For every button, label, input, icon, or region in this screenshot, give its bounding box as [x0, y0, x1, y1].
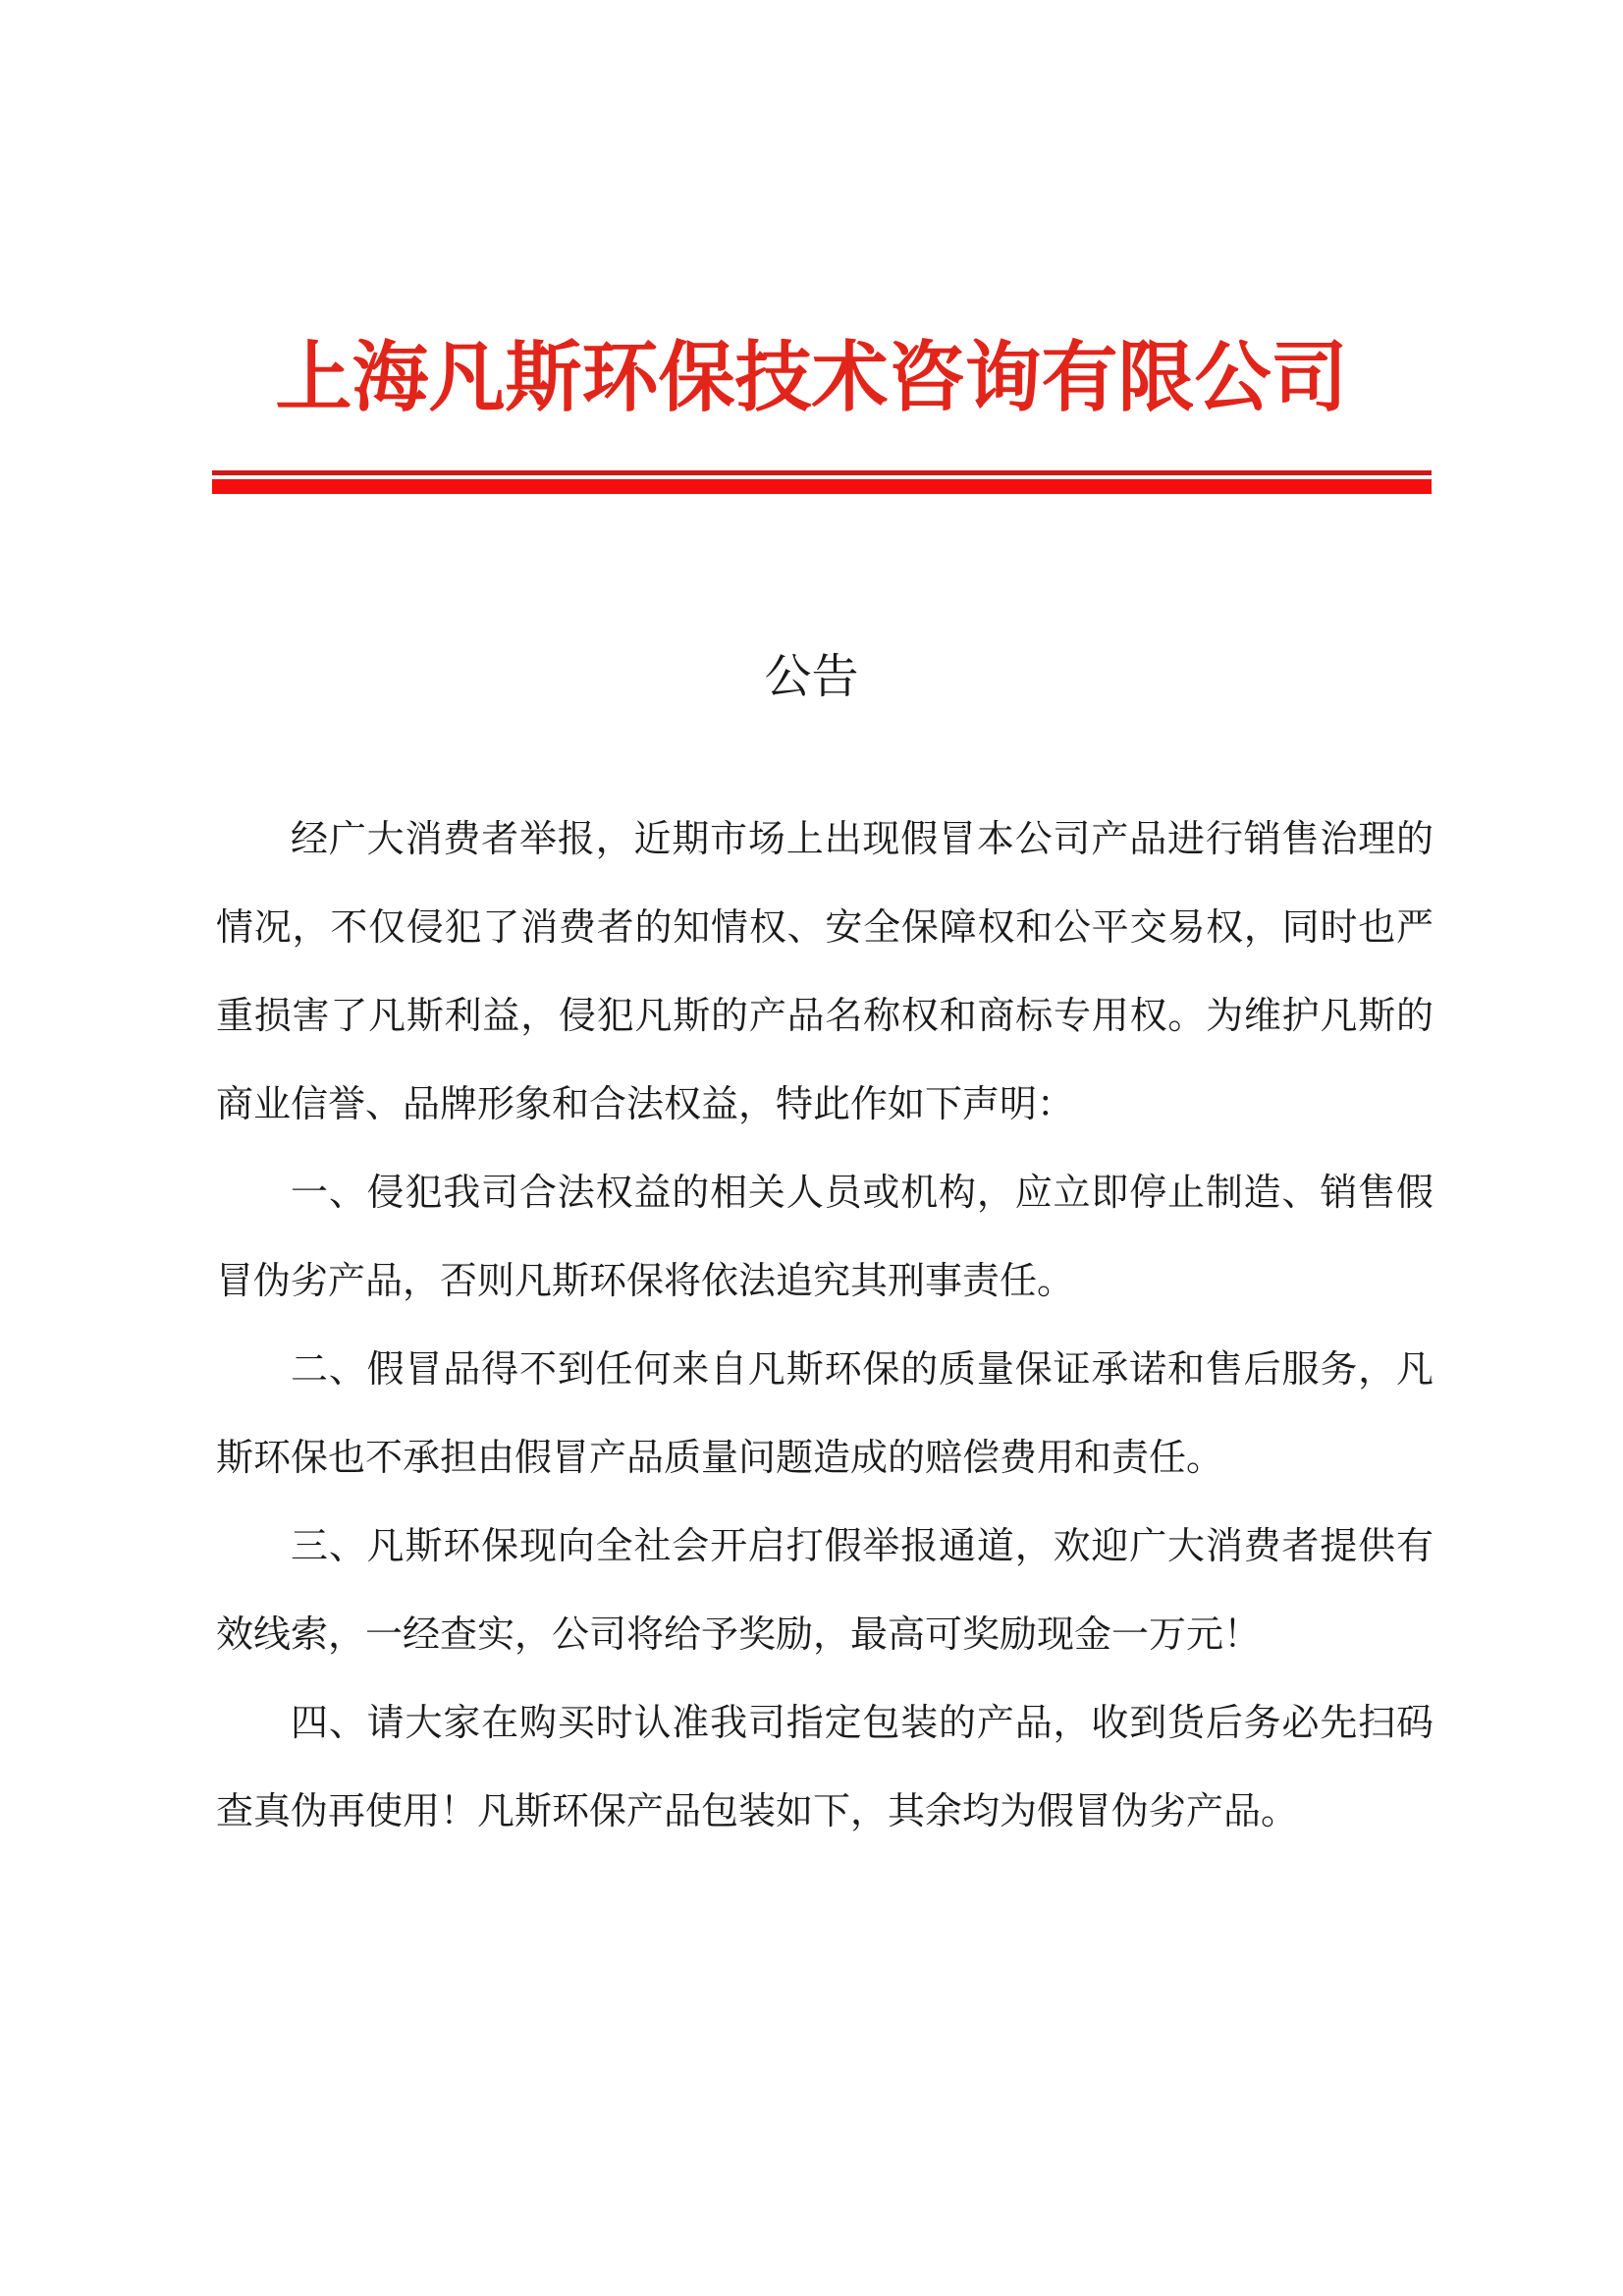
notice-paragraph-item-2: 二、假冒品得不到任何来自凡斯环保的质量保证承诺和售后服务，凡斯环保也不承担由假冒产品质量问题造成的赔偿费用和责任。: [216, 1349, 1434, 1479]
title-divider-thin-line: [212, 470, 1432, 475]
notice-paragraph-intro: 经广大消费者举报，近期市场上出现假冒本公司产品进行销售治理的情况，不仅侵犯了消费者的知情权、安全保障权和公平交易权，同时也严重损害了凡斯利益，侵犯凡斯的产品名称权和商标专用权。为维护凡斯的商业信誉、品牌形象和合法权益，特此作如下声明：: [216, 819, 1434, 1125]
notice-heading: 公告: [764, 651, 859, 703]
notice-paragraph-item-4: 四、请大家在购买时认准我司指定包装的产品，收到货后务必先扫码查真伪再使用！凡斯环保产品包装如下，其余均为假冒伪劣产品。: [216, 1703, 1434, 1832]
notice-paragraph-item-3: 三、凡斯环保现向全社会开启打假举报通道，欢迎广大消费者提供有效线索，一经查实，公司将给予奖励，最高可奖励现金一万元！: [216, 1526, 1434, 1656]
notice-body: [216, 795, 1434, 1856]
title-divider-thick-line: [212, 479, 1432, 494]
company-title: 上海凡斯环保技术咨询有限公司: [275, 335, 1348, 420]
notice-paragraph-item-1: 一、侵犯我司合法权益的相关人员或机构，应立即停止制造、销售假冒伪劣产品，否则凡斯环保将依法追究其刑事责任。: [216, 1173, 1434, 1302]
